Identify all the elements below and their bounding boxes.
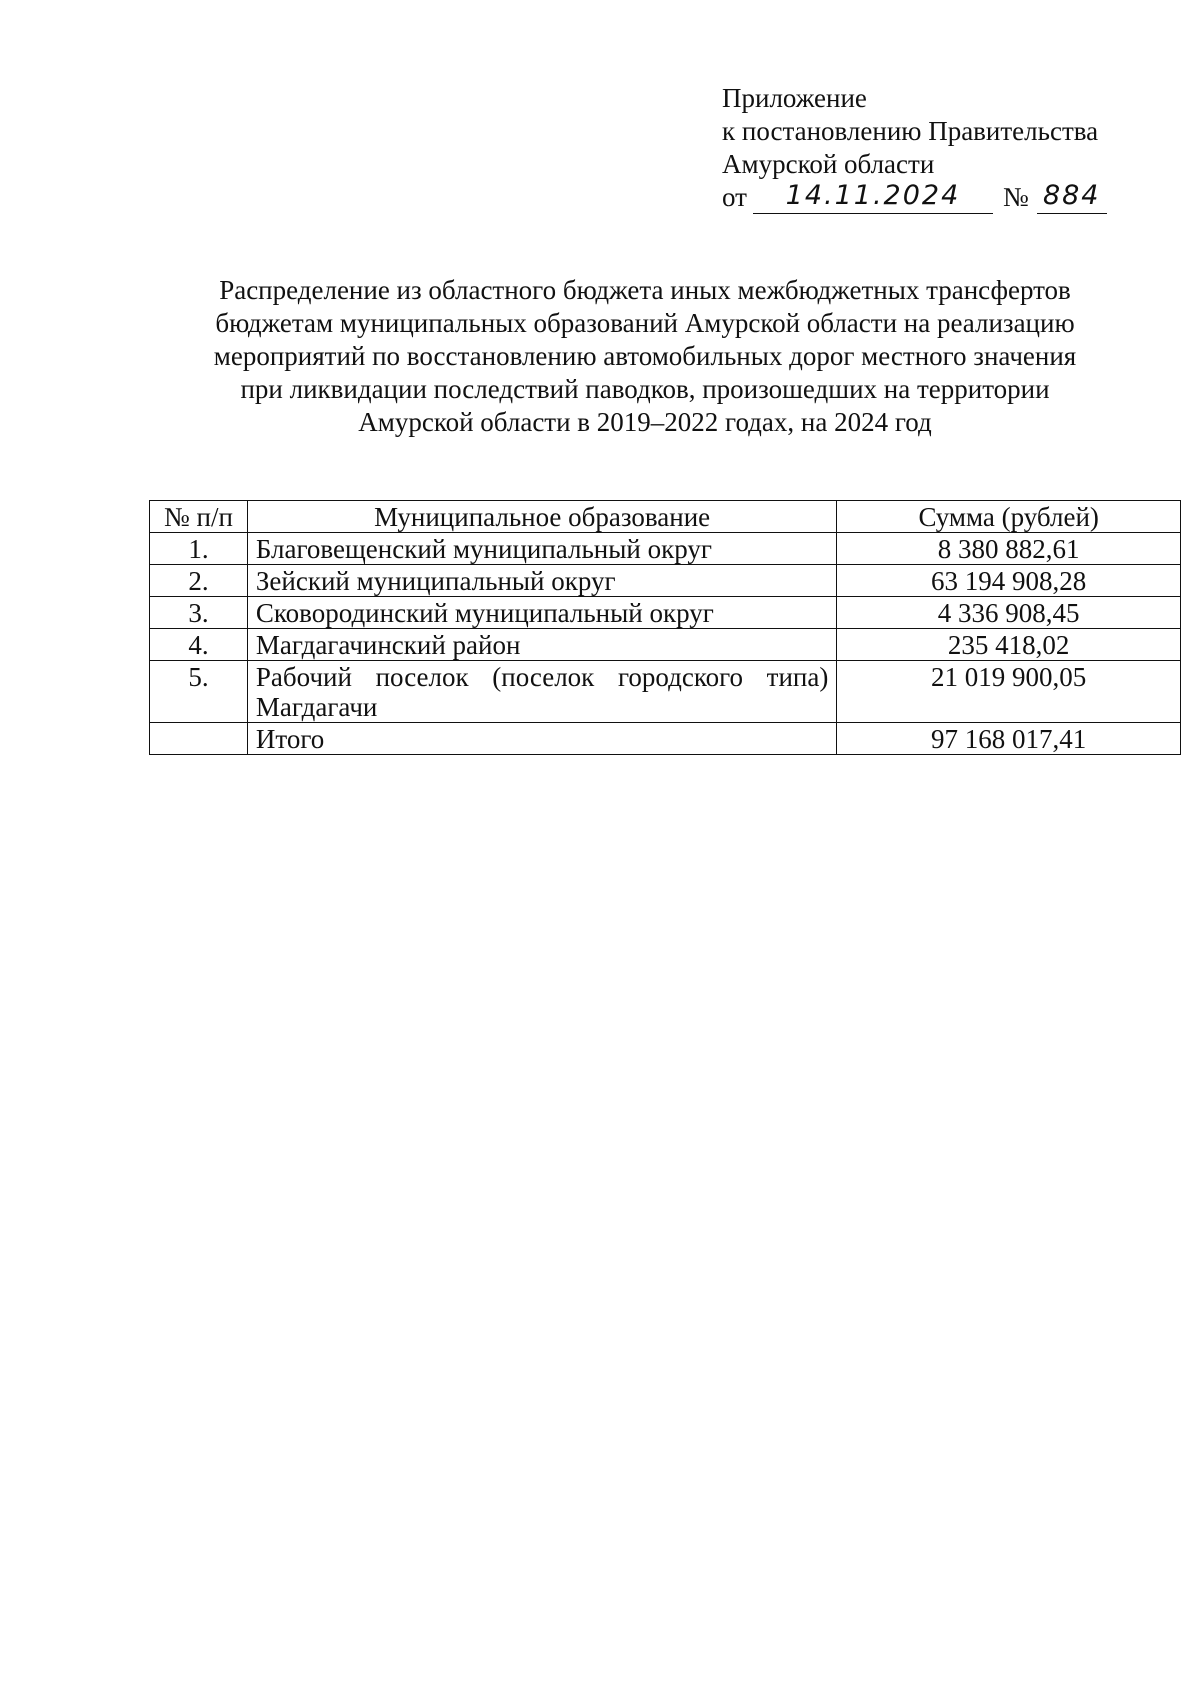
table-row — [150, 597, 1181, 629]
row-num: 4. — [150, 629, 248, 661]
appendix-header — [722, 82, 1162, 214]
handwritten-number: 884 — [1037, 181, 1107, 214]
row-name: Рабочий поселок (поселок городского типа) Магдагачи — [247, 661, 836, 723]
date-prefix: от — [722, 182, 747, 212]
row-name: Благовещенский муниципальный округ — [247, 533, 836, 565]
row-name: Зейский муниципальный округ — [247, 565, 836, 597]
table-row — [150, 565, 1181, 597]
table-total-row — [150, 723, 1181, 755]
title-line: при ликвидации последствий паводков, произошедших на территории — [240, 374, 1050, 404]
table-row — [150, 533, 1181, 565]
total-label: Итого — [247, 723, 836, 755]
total-num — [150, 723, 248, 755]
total-sum: 97 168 017,41 — [837, 723, 1181, 755]
document-title — [140, 274, 1150, 439]
row-sum: 63 194 908,28 — [837, 565, 1181, 597]
header-name: Муниципальное образование — [247, 501, 836, 533]
distribution-table — [149, 500, 1181, 755]
appendix-decree-ref: к постановлению Правительства — [722, 116, 1099, 146]
table-row — [150, 661, 1181, 723]
table-row — [150, 629, 1181, 661]
row-num: 5. — [150, 661, 248, 723]
row-name: Сковородинский муниципальный округ — [247, 597, 836, 629]
row-num: 2. — [150, 565, 248, 597]
appendix-region: Амурской области — [722, 149, 935, 179]
header-num: № п/п — [150, 501, 248, 533]
row-sum: 8 380 882,61 — [837, 533, 1181, 565]
appendix-date-number-line — [722, 181, 1162, 214]
row-num: 3. — [150, 597, 248, 629]
header-sum: Сумма (рублей) — [837, 501, 1181, 533]
title-line: бюджетам муниципальных образований Амурской области на реализацию — [215, 308, 1075, 338]
row-num: 1. — [150, 533, 248, 565]
row-name: Магдагачинский район — [247, 629, 836, 661]
appendix-label: Приложение — [722, 83, 867, 113]
row-sum: 21 019 900,05 — [837, 661, 1181, 723]
row-sum: 235 418,02 — [837, 629, 1181, 661]
row-sum: 4 336 908,45 — [837, 597, 1181, 629]
handwritten-date: 14.11.2024 — [753, 181, 993, 214]
title-line: Амурской области в 2019–2022 годах, на 2024 год — [358, 407, 932, 437]
table-header-row — [150, 501, 1181, 533]
number-sign: № — [1002, 182, 1029, 212]
title-line: Распределение из областного бюджета иных межбюджетных трансфертов — [219, 275, 1071, 305]
title-line: мероприятий по восстановлению автомобильных дорог местного значения — [213, 341, 1077, 371]
